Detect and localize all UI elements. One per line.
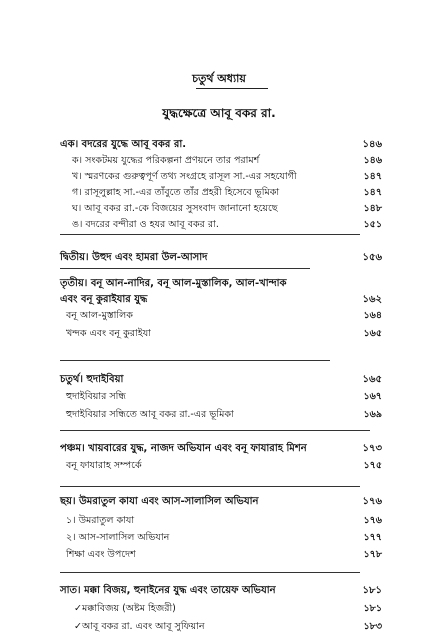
toc-entry-text: ✓মক্কাবিজয় (অষ্টম হিজরী)	[74, 603, 176, 614]
toc-entry-page: ১৬৭	[363, 391, 382, 402]
toc-entry-text: দ্বিতীয়। উহুদ এবং হামরা উল-আসাদ	[60, 252, 208, 263]
toc-entry-page: ১৪৭	[363, 171, 382, 182]
toc-entry-page: ১৪৬	[363, 155, 382, 166]
toc-entry-text: গ। রাসূলুল্লাহ সা.-এর তাঁবুতে তাঁর প্রহরী হিসেবে ভূমিকা	[72, 187, 280, 198]
toc-entry	[60, 217, 382, 232]
toc-entry	[60, 276, 382, 291]
toc-entry-text: ঘ। আবূ বকর রা.-কে বিজয়ের সুসংবাদ জানানো হয়েছে	[72, 203, 278, 214]
section-divider	[60, 234, 360, 235]
toc-entry-text: ক। সংকটময় যুদ্ধের পরিকল্পনা প্রণয়নে তার পরামর্শ	[72, 155, 260, 166]
toc-entry-text: বনূ আল-মুস্তালিক	[66, 310, 133, 321]
section-divider	[60, 360, 330, 361]
toc-entry-page: ১৬৪	[363, 310, 382, 321]
section-divider	[60, 486, 360, 487]
toc-entry	[60, 441, 382, 456]
toc-entry-page: ১৪৬	[362, 139, 382, 150]
toc-entry	[60, 494, 382, 509]
toc-entry	[60, 601, 382, 616]
toc-entry-text: হুদাইবিয়ার সন্ধি	[66, 391, 126, 402]
toc-entry	[60, 292, 382, 307]
toc-entry	[60, 201, 382, 216]
toc-entry-text: এবং বনূ কুরাইযার যুদ্ধ	[60, 294, 148, 305]
toc-entry-page: ১৬৯	[363, 409, 382, 420]
toc-entry	[60, 513, 382, 528]
toc-entry-text: ছয়। উমরাতুল কাযা এবং আস-সালাসিল অভিযান	[60, 496, 259, 507]
toc-entry-text: বনূ ফাযারাহ সম্পর্কে	[66, 460, 142, 471]
toc-entry-page: ১৪৭	[363, 187, 382, 198]
toc-entry-text: তৃতীয়। বনূ আন-নাদির, বনূ আল-মুস্তালিক, আল-খান্দাক	[60, 278, 287, 289]
toc-entry	[60, 619, 382, 634]
section-divider	[60, 430, 370, 431]
toc-entry	[60, 326, 382, 341]
toc-entry-text: পঞ্চম। খায়বারের যুদ্ধ, নাজদ অভিযান এবং বনূ ফাযারাহ মিশন	[60, 443, 307, 454]
toc-entry-page: ১৭৭	[363, 532, 382, 543]
toc-entry-page: ১৮৩	[363, 621, 382, 632]
toc-entry-page: ১৪৮	[363, 203, 382, 214]
toc-entry-text: ঙ। বদরের বন্দীরা ও হযর আবূ বকর রা.	[72, 219, 219, 230]
toc-entry-page: ১৭৬	[363, 515, 382, 526]
toc-entry	[60, 389, 382, 404]
toc-entry-page: ১৭৩	[362, 443, 382, 454]
toc-entry-page: ১৮১	[363, 603, 382, 614]
chapter-heading: চতুর্থ অধ্যায়	[192, 72, 246, 85]
toc-entry-text: ২। আস-সালাসিল অভিযান	[66, 532, 170, 543]
toc-entry	[60, 583, 382, 598]
toc-entry	[60, 458, 382, 473]
toc-entry-page: ১৭৮	[363, 549, 382, 560]
toc-entry-text: খ। স্মরণকের গুরুত্বপূর্ণ তথ্য সংগ্রহে রাসূল সা.-এর সহযোগী	[72, 171, 297, 182]
toc-entry	[60, 308, 382, 323]
toc-entry-page: ১৭৫	[363, 460, 382, 471]
toc-entry-page: ১৬৫	[363, 328, 382, 339]
section-divider	[60, 268, 310, 269]
toc-entry	[60, 530, 382, 545]
toc-entry-text: খন্দক এবং বনূ কুরাইযা	[66, 328, 151, 339]
toc-entry-page: ১৫৬	[362, 252, 382, 263]
toc-entry	[60, 185, 382, 200]
toc-entry	[60, 137, 382, 152]
toc-entry	[60, 372, 382, 387]
toc-entry	[60, 169, 382, 184]
chapter-underline	[196, 88, 268, 89]
toc-entry-page: ১৬৫	[362, 374, 382, 385]
toc-entry-text: এক। বদরের যুদ্ধে আবূ বকর রা.	[60, 139, 187, 150]
toc-entry-text: সাত। মক্কা বিজয়, হুনাইনের যুদ্ধ এবং তায়েফ অভিযান	[60, 585, 276, 596]
toc-entry	[60, 407, 382, 422]
toc-entry	[60, 153, 382, 168]
section-divider	[60, 572, 360, 573]
toc-entry-text: শিক্ষা এবং উপদেশ	[66, 549, 136, 560]
chapter-title: যুদ্ধক্ষেত্রে আবূ বকর রা.	[162, 106, 276, 120]
toc-entry	[60, 250, 382, 265]
toc-entry-page: ১৫১	[363, 219, 382, 230]
toc-entry-text: চতুর্থ। হুদাইবিয়া	[60, 374, 124, 385]
toc-entry-text: ✓আবূ বকর রা. এবং আবূ সুফিয়ান	[74, 621, 205, 632]
toc-entry-text: ১। উমরাতুল কাযা	[66, 515, 135, 526]
toc-entry-page: ১৬২	[362, 294, 382, 305]
toc-entry-text: হুদাইবিয়ার সন্ধিতে আবূ বকর রা.-এর ভূমিকা	[66, 409, 234, 420]
toc-entry	[60, 547, 382, 562]
toc-entry-page: ১৭৬	[362, 496, 382, 507]
toc-entry-page: ১৮১	[362, 585, 382, 596]
